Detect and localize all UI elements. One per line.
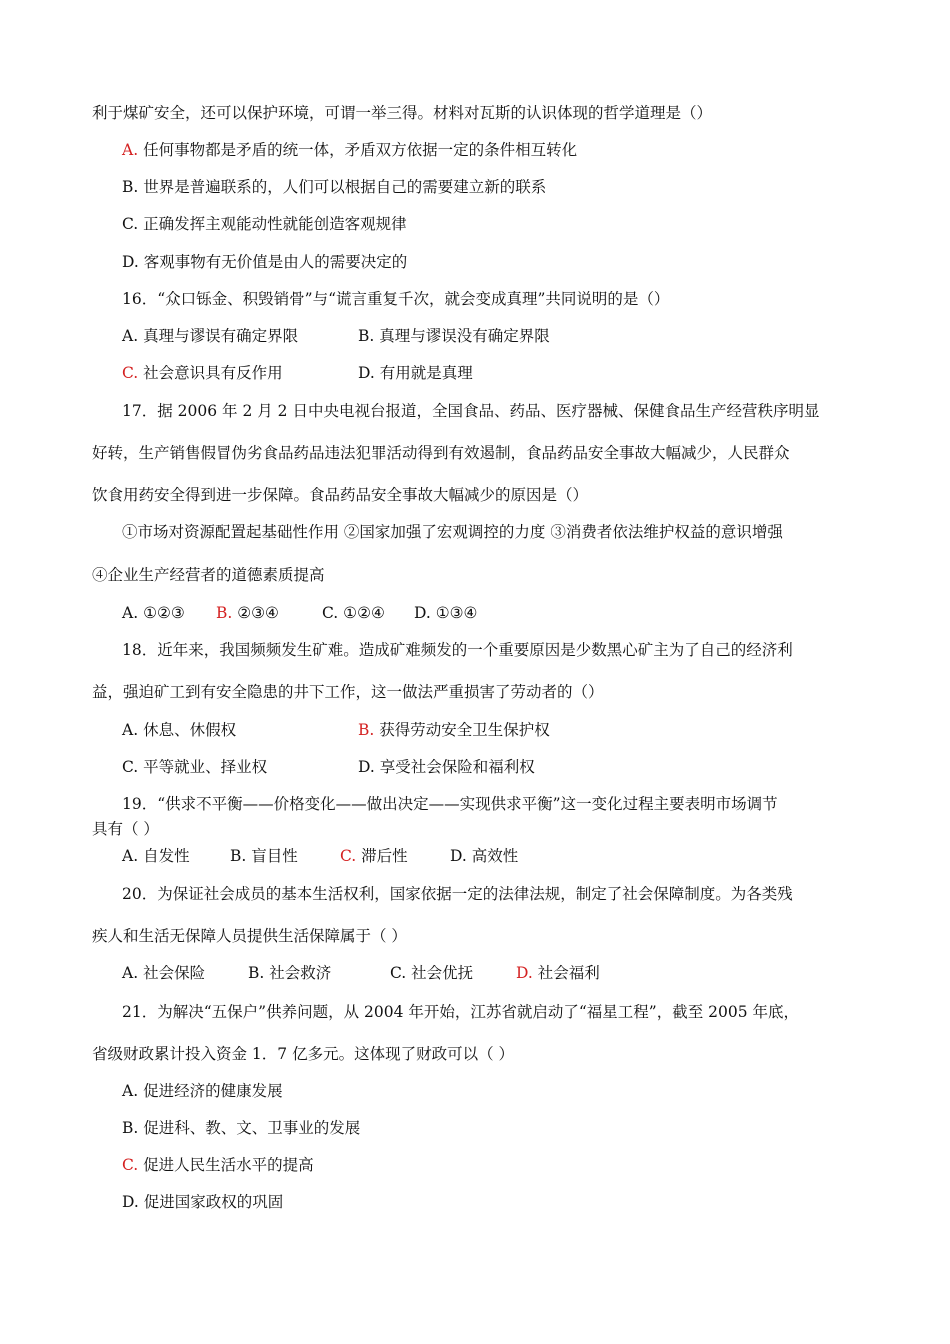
option-text: ①②④ — [343, 604, 385, 622]
q20-option-a — [122, 963, 248, 983]
option-text: 任何事物都是矛盾的统一体，矛盾双方依据一定的条件相互转化 — [143, 141, 578, 159]
option-text: 世界是普遍联系的，人们可以根据自己的需要建立新的联系 — [143, 178, 547, 196]
q16-option-a — [122, 326, 358, 346]
q19-stem-line-2: 具有（ ） — [92, 820, 159, 838]
option-text: 自发性 — [143, 847, 190, 865]
option-letter: C. — [322, 604, 339, 622]
q15-option-a — [122, 140, 577, 160]
option-text: 平等就业、择业权 — [143, 758, 268, 776]
option-text: 正确发挥主观能动性就能创造客观规律 — [143, 215, 407, 233]
q20-stem-line-1: 20．为保证社会成员的基本生活权利，国家依据一定的法律法规，制定了社会保障制度。为各类残 — [122, 885, 793, 903]
q20-option-d — [516, 963, 600, 983]
option-letter: A. — [122, 721, 139, 739]
q18-option-b — [358, 720, 550, 740]
q18-options-row-1 — [122, 720, 550, 740]
option-text: 高效性 — [471, 847, 519, 865]
option-letter: D. — [516, 964, 533, 982]
q17-option-c — [322, 603, 414, 623]
q19-options-row — [122, 846, 518, 866]
option-text: 真理与谬误有确定界限 — [143, 327, 299, 345]
option-letter: A. — [122, 1082, 139, 1100]
option-letter: B. — [122, 1119, 139, 1137]
q20-option-b — [248, 963, 390, 983]
option-text: 享受社会保险和福利权 — [379, 758, 535, 776]
option-letter: A. — [122, 604, 139, 622]
q18-stem-line-1: 18．近年来，我国频频发生矿难。造成矿难频发的一个重要原因是少数黑心矿主为了自己的经济利 — [122, 641, 793, 659]
q16-option-c — [122, 363, 358, 383]
option-letter: B. — [248, 964, 265, 982]
option-text: 休息、休假权 — [143, 721, 237, 739]
q18-option-c — [122, 757, 358, 777]
q21-option-a — [122, 1081, 283, 1101]
q17-stem-line-3: 饮食用药安全得到进一步保障。食品药品安全事故大幅减少的原因是（） — [92, 486, 589, 504]
q16-options-row-2 — [122, 363, 473, 383]
option-letter: D. — [450, 847, 467, 865]
q16-option-d — [358, 363, 473, 383]
option-text: 促进科、教、文、卫事业的发展 — [143, 1119, 361, 1137]
q17-stem-line-1: 17．据 2006 年 2 月 2 日中央电视台报道，全国食品、药品、医疗器械、保健食品生产经营秩序明显 — [122, 402, 820, 420]
q17-options-row — [122, 603, 477, 623]
option-text: 社会福利 — [537, 964, 600, 982]
q19-stem-line-1: 19．“供求不平衡——价格变化——做出决定——实现供求平衡”这一变化过程主要表明市场调节 — [122, 795, 778, 813]
option-text: 社会救济 — [269, 964, 332, 982]
option-letter: B. — [358, 721, 375, 739]
q17-option-a — [122, 603, 216, 623]
option-letter: A. — [122, 847, 139, 865]
q19-option-d — [450, 846, 518, 866]
option-letter: B. — [230, 847, 247, 865]
option-letter: D. — [358, 364, 375, 382]
option-letter: C. — [122, 364, 139, 382]
option-letter: C. — [122, 758, 139, 776]
option-text: 社会优抚 — [411, 964, 474, 982]
option-letter: B. — [216, 604, 233, 622]
q15-option-c — [122, 214, 407, 234]
q17-items-line-1: ①市场对资源配置起基础性作用 ②国家加强了宏观调控的力度 ③消费者依法维护权益的意识增强 — [122, 523, 783, 541]
option-text: 真理与谬误没有确定界限 — [379, 327, 550, 345]
q15-option-b — [122, 177, 546, 197]
q16-option-b — [358, 326, 550, 346]
option-letter: D. — [358, 758, 375, 776]
q19-option-a — [122, 846, 230, 866]
q21-stem-line-1: 21．为解决“五保户”供养问题，从 2004 年开始，江苏省就启动了“福星工程”，截至 2005 年底， — [122, 1003, 800, 1021]
option-letter: A. — [122, 964, 139, 982]
option-letter: B. — [358, 327, 375, 345]
option-text: ①③④ — [435, 604, 478, 622]
option-letter: A. — [122, 327, 139, 345]
q20-stem-line-2: 疾人和生活无保障人员提供生活保障属于（ ） — [92, 927, 407, 945]
q19-option-b — [230, 846, 340, 866]
option-text: 社会保险 — [143, 964, 206, 982]
q21-stem-line-2: 省级财政累计投入资金 1．7 亿多元。这体现了财政可以（ ） — [92, 1045, 515, 1063]
option-text: 促进人民生活水平的提高 — [143, 1156, 314, 1174]
option-letter: C. — [340, 847, 357, 865]
q20-options-row — [122, 963, 600, 983]
option-text: 盲目性 — [251, 847, 298, 865]
option-text: ②③④ — [237, 604, 279, 622]
q15-stem: 利于煤矿安全，还可以保护环境，可谓一举三得。材料对瓦斯的认识体现的哲学道理是（） — [92, 104, 713, 122]
option-letter: C. — [122, 1156, 139, 1174]
option-text: 有用就是真理 — [379, 364, 473, 382]
option-letter: D. — [414, 604, 431, 622]
option-text: 社会意识具有反作用 — [143, 364, 283, 382]
option-text: 促进经济的健康发展 — [143, 1082, 283, 1100]
q18-option-d — [358, 757, 535, 777]
q16-stem: 16．“众口铄金、积毁销骨”与“谎言重复千次，就会变成真理”共同说明的是（） — [122, 290, 670, 308]
q18-options-row-2 — [122, 757, 535, 777]
option-letter: A. — [122, 141, 139, 159]
q17-option-b — [216, 603, 322, 623]
option-letter: D. — [122, 253, 139, 271]
option-text: 客观事物有无价值是由人的需要决定的 — [143, 253, 408, 271]
q15-option-d — [122, 252, 407, 272]
q21-option-c — [122, 1155, 314, 1175]
q17-stem-line-2: 好转，生产销售假冒伪劣食品药品违法犯罪活动得到有效遏制，食品药品安全事故大幅减少，人民群众 — [92, 444, 790, 462]
q18-stem-line-2: 益，强迫矿工到有安全隐患的井下工作，这一做法严重损害了劳动者的（） — [92, 683, 604, 701]
option-text: 滞后性 — [361, 847, 408, 865]
q19-option-c — [340, 846, 450, 866]
q17-items-line-2: ④企业生产经营者的道德素质提高 — [92, 566, 325, 584]
q18-option-a — [122, 720, 358, 740]
q20-option-c — [390, 963, 516, 983]
q16-options-row-1 — [122, 326, 550, 346]
option-text: ①②③ — [143, 604, 185, 622]
q17-option-d — [414, 603, 477, 623]
option-text: 获得劳动安全卫生保护权 — [379, 721, 550, 739]
q21-option-d — [122, 1192, 283, 1212]
option-letter: C. — [390, 964, 407, 982]
option-text: 促进国家政权的巩固 — [143, 1193, 284, 1211]
option-letter: C. — [122, 215, 139, 233]
q21-option-b — [122, 1118, 360, 1138]
option-letter: D. — [122, 1193, 139, 1211]
option-letter: B. — [122, 178, 139, 196]
